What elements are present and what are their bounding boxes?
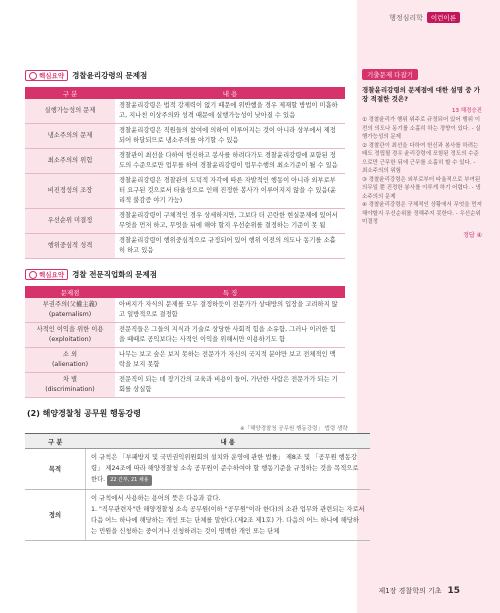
table-row: [25, 323, 345, 348]
exam-ref-badge: 22 간부, 21 채용: [107, 475, 151, 486]
past-exam-label: 기출문제 다잡기: [362, 69, 418, 80]
row-value: 경찰윤리강령은 직원들의 참여에 의하여 이루어지는 것이 아니라 상부에서 제정되어 하달되므로 냉소주의를 야기할 수 있음: [115, 124, 345, 149]
main-content: [25, 70, 345, 398]
table-row: [25, 298, 345, 323]
table-row: [25, 348, 345, 373]
row-value: 이 규칙은 「부패방지 및 국민권익위원회의 설치와 운영에 관한 법률」 제8조 및 「공무원 행동강령」 제24조에 따라 해양경찰청 소속 공무원이 준수하여야 할 행동기준을 규정하는 것을 목적으로 한다. 22 간부, 21 채용: [86, 449, 371, 490]
magnifier-icon: [29, 271, 37, 279]
magnifier-icon: [29, 72, 37, 80]
section2-title: 경찰 전문직업화의 문제점: [72, 270, 158, 279]
past-exam-answer: 정답 ④: [463, 231, 482, 239]
row-key: 목적: [25, 449, 86, 490]
header-chip: 이런이론: [427, 12, 460, 23]
row-key: 행위중심적 성격: [25, 234, 115, 259]
past-exam-source: 13 해경승진: [452, 108, 482, 114]
past-exam-question: 경찰윤리강령의 문제점에 대한 설명 중 가장 적절한 것은?: [362, 86, 481, 103]
section2-badge: 핵심요약: [25, 269, 68, 280]
table-row: [25, 174, 345, 209]
section2-title-row: [25, 269, 345, 280]
row-value: 경찰관이 최선을 다하여 헌신하고 봉사를 하려다가도 경찰윤리강령에 포함된 정도의 수준으로만 업무를 하여 경찰윤리강령이 업무수행의 최소기준이 될 수 있음: [115, 149, 345, 174]
section1-badge: 핵심요약: [25, 70, 68, 81]
row-key: 차 별 (discrimination): [25, 373, 115, 398]
row-value: 경찰윤리강령이 구체적인 경우 상세하지만, 그보다 더 곤란한 현실문제에 있어서 무엇을 먼저 하고, 무엇을 뒤에 해야 할지 우선순위를 결정하는 기준이 못 됨: [115, 209, 345, 234]
row-key: 정의: [25, 490, 86, 541]
row-key: 실행가능성의 문제: [25, 99, 115, 124]
row-key: 우선순위 미결정: [25, 209, 115, 234]
past-exam-choices: ① 경찰윤리가 행위 위주로 규정되어 있어 행위 이전의 의도나 동기를 소홀히 하는 경향이 있다. - 실행가능성의 문제 ② 경찰관이 최선을 다하여 헌신과 봉사를 하려는 태도 정립될 경우 윤리강령에 포함된 정도의 수준으로만 근무한 뒤에 근무를 소홀히 할 수 있다. - 최소주의의 위험 ③ 경찰윤리강령은 외부로부터 타율적으로 부여된 의무일 뿐 진정한 봉사를 이루게 하기 어렵다. - 냉소주의의 문제 ④ 경찰윤리강령은 구체적인 상황에서 무엇을 먼저 해야할지 우선순위를 정해주지 못한다. - 우선순위 미결정: [362, 117, 482, 225]
section3-title: (2) 해양경찰청 공무원 행동강령: [27, 409, 141, 418]
row-key: 최소주의의 위험: [25, 149, 115, 174]
table-row: [25, 373, 345, 398]
row-value: 경찰윤리강령은 법적 강제력이 없기 때문에 위반했을 경우 제재할 방법이 미흡하고, 지나친 이상주의와 성격 때문에 실행가능성이 낮아질 수 있음: [115, 99, 345, 124]
page-number: 15: [447, 586, 460, 596]
row-key: 부권주의(父權主義) (paternalism): [25, 298, 115, 323]
table1-header-content: 내 용: [115, 87, 345, 99]
professionalization-table: [25, 286, 345, 398]
row-key: 사적인 이익을 위한 이용 (exploitation): [25, 323, 115, 348]
section1-title: 경찰윤리강령의 문제점: [72, 71, 148, 80]
row-value: 나무는 보고 숲은 보지 못하는 전문가가 자신의 국지적 분야만 보고 전체적인 맥락을 보지 못함: [115, 348, 345, 373]
row-value: 전문직들은 그들의 지식과 기술로 상당한 사회적 힘을 소유함, 그러나 이러한 힘을 때때로 공익보다는 사적인 이익을 위해서만 이용하기도 함: [115, 323, 345, 348]
row-key: 소 외 (alienation): [25, 348, 115, 373]
table-row: [25, 449, 370, 490]
table-row: [25, 234, 345, 259]
table-row: [25, 99, 345, 124]
table-row: [25, 149, 345, 174]
table1-header-kind: 구 분: [25, 87, 115, 99]
row-value: 경찰윤리강령이 행위중심적으로 규정되어 있어 행위 이전의 의도나 동기를 소홀히 하고 있음: [115, 234, 345, 259]
table-row: [25, 490, 370, 541]
row-value: 경찰윤리강령은 경찰관의 도덕적 자각에 따른 자발적인 행동이 아니라 외부로부터 요구된 것으로서 타율성으로 인해 진정한 봉사가 이루어지지 않을 수 있음(윤리적 불감증 야기 가능): [115, 174, 345, 209]
header-section: 행정심리학: [389, 13, 423, 22]
row-value: 전문직이 되는 데 장기간의 교육과 비용이 들어, 가난한 사람은 전문가가 되는 기회를 상실함: [115, 373, 345, 398]
row-value: 아버지가 자식의 문제를 모두 결정하듯이 전문가가 상대방의 입장을 고려하지 않고 일방적으로 결정함: [115, 298, 345, 323]
table3-header-content: 내 용: [86, 434, 371, 449]
row-value: 이 규칙에서 사용하는 용어의 뜻은 다음과 같다. 1. "직무관련자"란 해양경찰청 소속 공무원(이하 "공무원"이라 한다)의 소관 업무와 관련되는 자로서 다음 어느 하나에 해당하는 개인 또는 단체를 말한다.(제2조 제1호) 가. 다음의 어느 하나에 해당하는 민원을 신청하는 중이거나 신청하려는 것이 명백한 개인 또는 단체: [86, 490, 371, 541]
ethics-issues-table: [25, 87, 345, 259]
table-row: [25, 124, 345, 149]
table2-header-feature: 특 징: [115, 286, 345, 298]
row-key: 냉소주의의 문제: [25, 124, 115, 149]
table2-header-issue: 문제점: [25, 286, 115, 298]
section3-note: ※「해양경찰청 공무원 행동강령」 법령 생략: [240, 426, 348, 432]
table3-header-kind: 구 분: [25, 434, 86, 449]
section1-title-row: [25, 70, 345, 81]
footer-chapter: 제1장 경찰학의 기초: [378, 587, 442, 595]
conduct-code-table: [25, 433, 370, 541]
page-footer: [378, 586, 460, 596]
row-key: 비진정성의 조장: [25, 174, 115, 209]
table-row: [25, 209, 345, 234]
past-exam-box: [362, 62, 482, 239]
page-header: [389, 12, 460, 23]
